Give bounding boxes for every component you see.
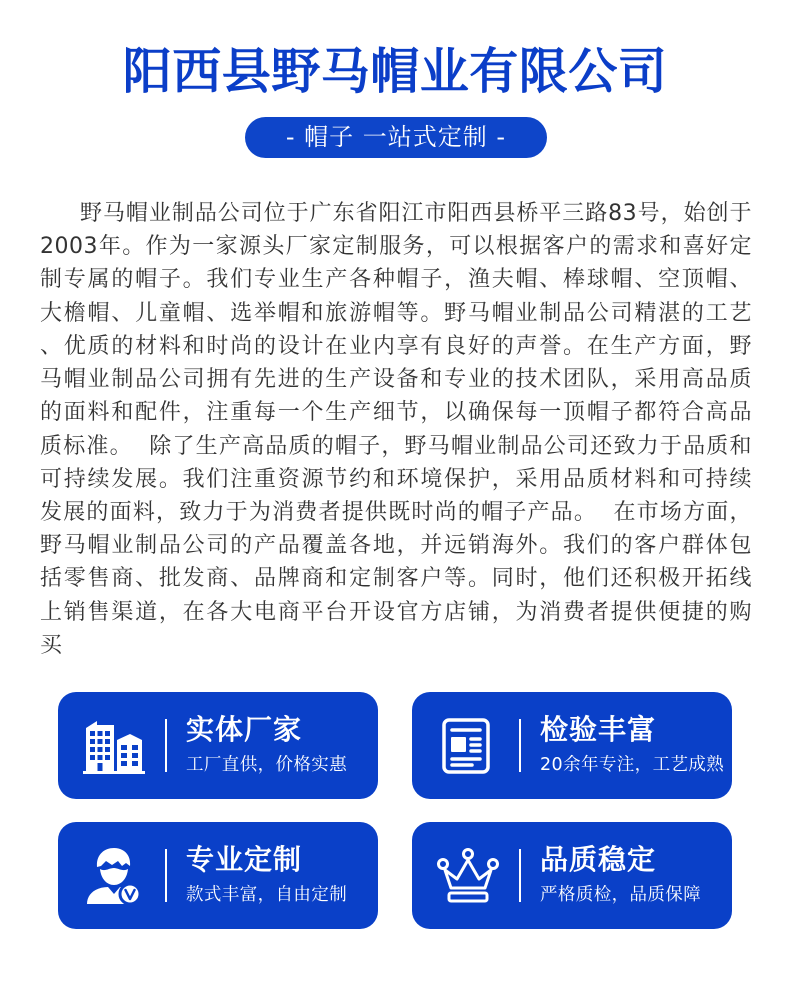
intro-line: 大檐帽、儿童帽、选举帽和旅游帽等。野马帽业制品公司精湛的工艺 bbox=[40, 300, 752, 326]
feature-subtitle: 严格质检，品质保障 bbox=[540, 885, 702, 905]
feature-subtitle: 工厂直供，价格实惠 bbox=[186, 755, 348, 775]
feature-card-quality bbox=[412, 822, 732, 929]
feature-subtitle: 20余年专注，工艺成熟 bbox=[540, 755, 725, 775]
crown-icon bbox=[436, 846, 500, 906]
feature-title: 检验丰富 bbox=[540, 713, 657, 746]
card-divider bbox=[165, 849, 167, 902]
intro-line: 质标准。 除了生产高品质的帽子，野马帽业制品公司还致力于品质和 bbox=[40, 433, 752, 459]
intro-line: 、优质的材料和时尚的设计在业内享有良好的声誉。在生产方面，野 bbox=[40, 333, 752, 359]
feature-subtitle: 款式丰富，自由定制 bbox=[186, 885, 348, 905]
card-divider bbox=[519, 719, 521, 772]
tagline-pill: - 帽子 一站式定制 - bbox=[245, 117, 547, 158]
feature-card-inspection bbox=[412, 692, 732, 799]
feature-title: 品质稳定 bbox=[540, 843, 657, 876]
intro-line: 可持续发展。我们注重资源节约和环境保护，采用品质材料和可持续 bbox=[40, 466, 752, 492]
intro-line: 野马帽业制品公司位于广东省阳江市阳西县桥平三路83号，始创于 bbox=[80, 201, 752, 226]
card-divider bbox=[165, 719, 167, 772]
user-badge-icon bbox=[82, 846, 146, 906]
intro-line: 买 bbox=[40, 632, 63, 658]
intro-line: 上销售渠道，在各大电商平台开设官方店铺，为消费者提供便捷的购 bbox=[40, 599, 752, 625]
intro-line: 发展的面料，致力于为消费者提供既时尚的帽子产品。 在市场方面， bbox=[40, 499, 752, 525]
intro-line: 括零售商、批发商、品牌商和定制客户等。同时，他们还积极开拓线 bbox=[40, 566, 752, 592]
feature-title: 实体厂家 bbox=[186, 713, 303, 746]
feature-card-customization bbox=[58, 822, 378, 929]
intro-line: 2003年。作为一家源头厂家定制服务，可以根据客户的需求和喜好定 bbox=[40, 234, 752, 260]
intro-line: 马帽业制品公司拥有先进的生产设备和专业的技术团队，采用高品质 bbox=[40, 367, 752, 393]
company-title: 阳西县野马帽业有限公司 bbox=[122, 43, 668, 100]
feature-title: 专业定制 bbox=[186, 843, 303, 876]
document-icon bbox=[436, 716, 500, 776]
buildings-icon bbox=[82, 716, 146, 776]
intro-line: 的面料和配件，注重每一个生产细节，以确保每一顶帽子都符合高品 bbox=[40, 400, 752, 426]
intro-line: 制专属的帽子。我们专业生产各种帽子，渔夫帽、棒球帽、空顶帽、 bbox=[40, 267, 752, 293]
company-intro bbox=[40, 197, 752, 662]
card-divider bbox=[519, 849, 521, 902]
feature-card-factory bbox=[58, 692, 378, 799]
intro-line: 野马帽业制品公司的产品覆盖各地，并远销海外。我们的客户群体包 bbox=[40, 533, 752, 559]
